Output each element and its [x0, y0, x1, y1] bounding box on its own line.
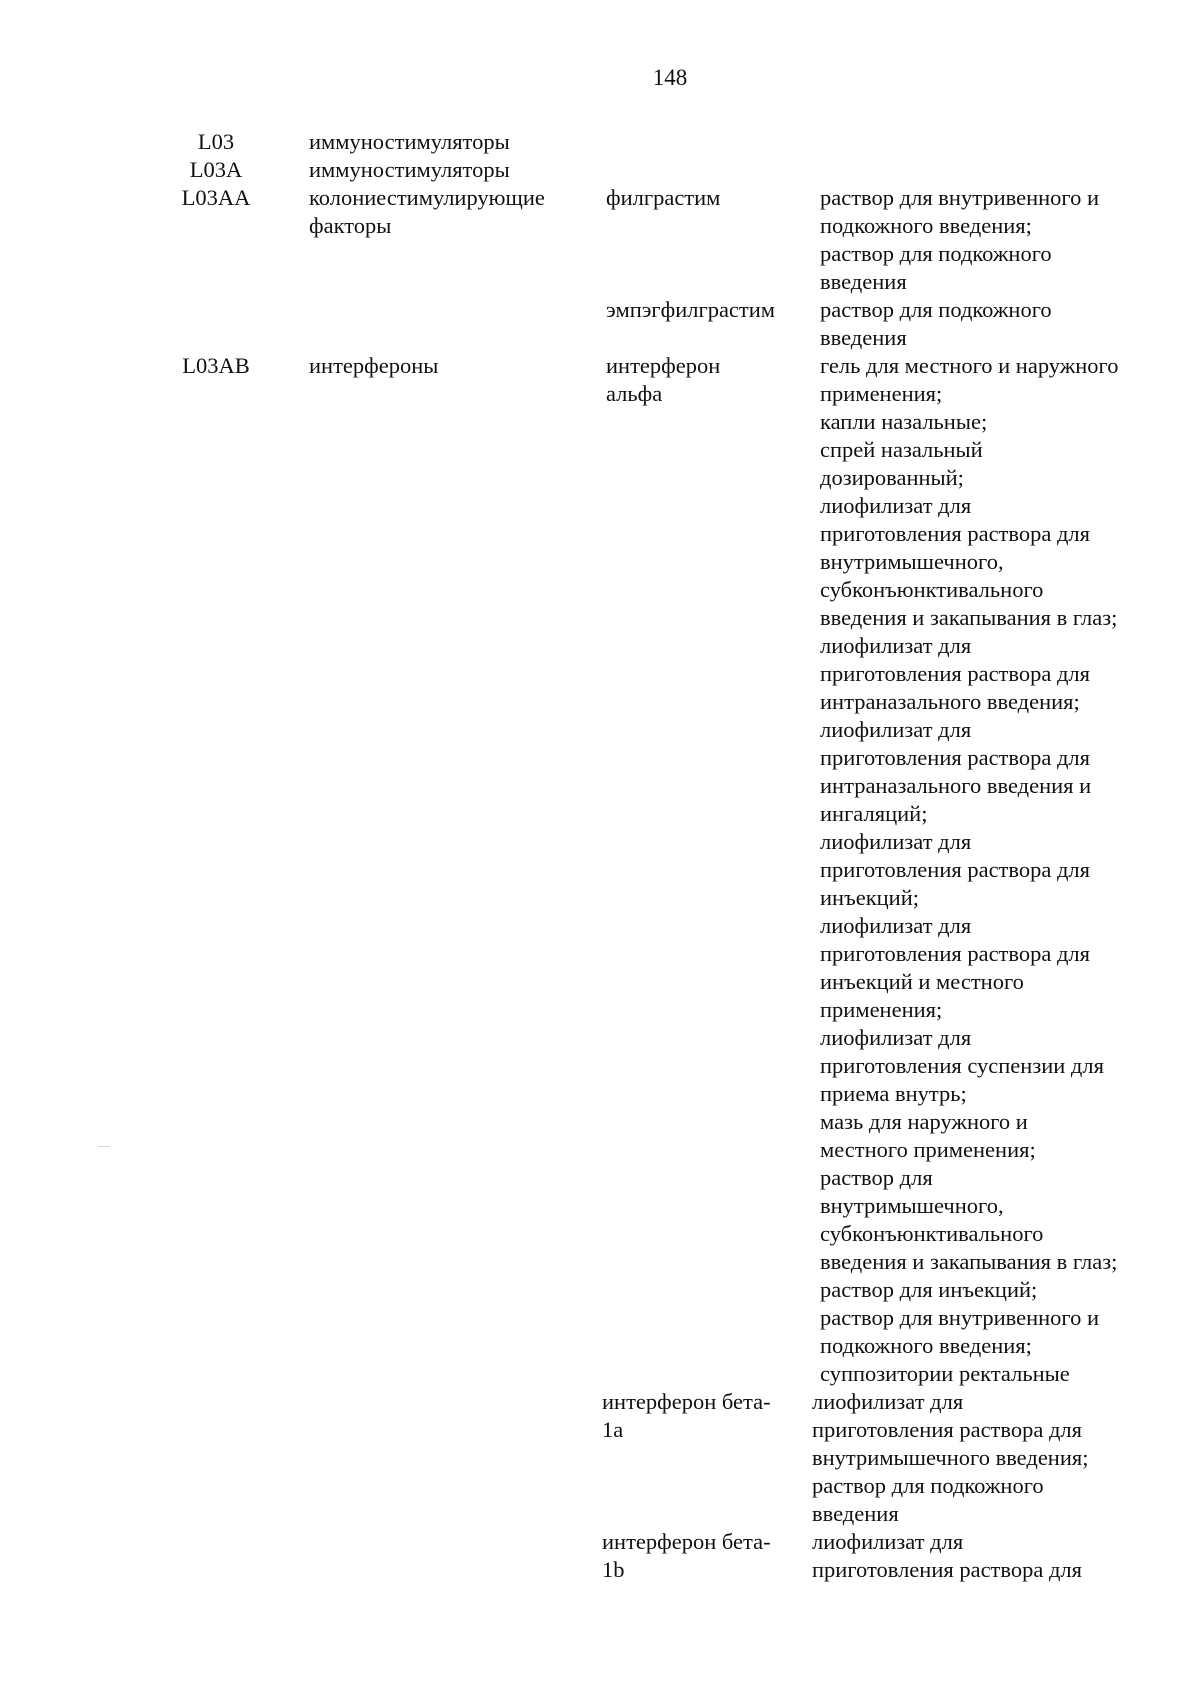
- atc-code: L03: [197, 129, 235, 154]
- atc-code: L03A: [189, 157, 243, 182]
- drug-name: филграстим: [606, 185, 721, 210]
- page-number: 148: [652, 65, 688, 90]
- atc-code: L03AA: [181, 185, 251, 210]
- drug-name: интерферон альфа: [606, 353, 721, 406]
- margin-mark: [98, 1146, 110, 1147]
- atc-group: колониестимулирующие факторы: [309, 185, 545, 238]
- atc-code: L03AB: [182, 353, 250, 378]
- atc-group: иммуностимуляторы: [309, 157, 510, 182]
- drug-name: эмпэгфилграстим: [606, 297, 776, 322]
- atc-group: иммуностимуляторы: [309, 129, 510, 154]
- dosage-form: лиофилизат для приготовления раствора для: [812, 1529, 1082, 1582]
- dosage-form: гель для местного и наружного применения; капли назальные; спрей назальный дозированный; лиофилизат для приготовления раствора для внутримышечного, субконъюнктивального введения и закапывания в глаз; лиофилизат для приготовления раствора для интраназального введения; лиофилизат для приготовления раствора для интраназального введения и ингаляций; лиофилизат для приготовления раствора для инъекций; лиофилизат для приготовления раствора для инъекций и местного применения; лиофилизат для приготовления суспензии для приема внутрь; мазь для наружного и местного применения; раствор для внутримышечного, субконъюнктивального введения и закапывания в глаз; раствор для инъекций; раствор для внутривенного и подкожного введения; суппозитории ректальные: [820, 353, 1119, 1386]
- drug-name: интерферон бета- 1a: [602, 1389, 771, 1442]
- dosage-form: раствор для подкожного введения: [820, 297, 1052, 350]
- drug-name: интерферон бета- 1b: [602, 1529, 771, 1582]
- dosage-form: лиофилизат для приготовления раствора для внутримышечного введения; раствор для подкожного введения: [812, 1389, 1089, 1526]
- atc-group: интерфероны: [309, 353, 439, 378]
- dosage-form: раствор для внутривенного и подкожного введения; раствор для подкожного введения: [820, 185, 1100, 294]
